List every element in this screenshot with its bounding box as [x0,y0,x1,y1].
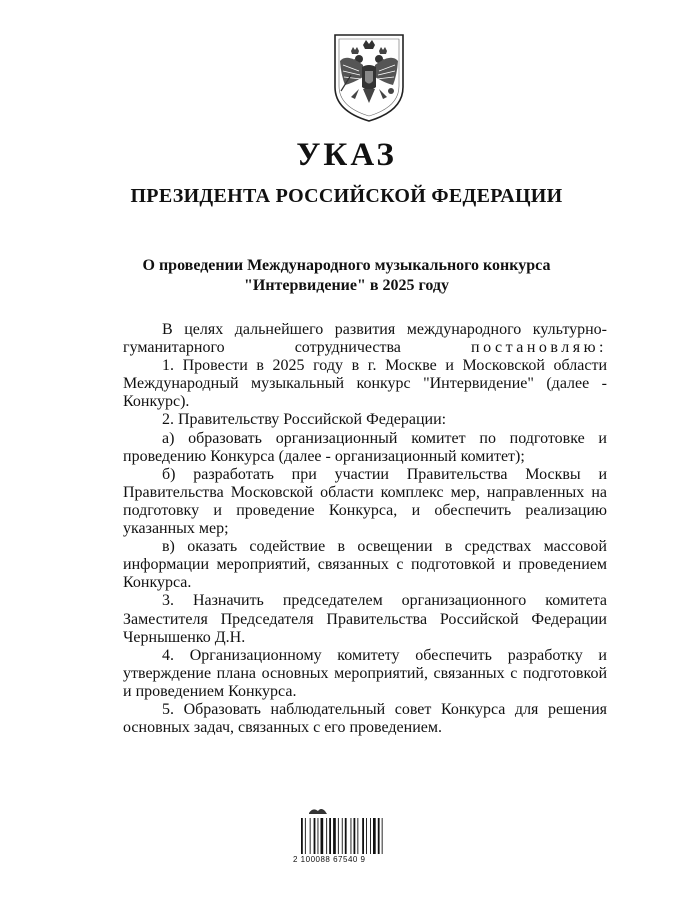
barcode-bar [362,818,364,854]
barcode-bar [378,818,380,854]
clause-2c: в) оказать содействие в освещении в средствах массовой информации мероприятий, связанных с подготовкой и проведением Конкурса. [123,538,607,592]
decree-subject [0,256,693,296]
barcode-bar [366,818,367,854]
subject-line-1: О проведении Международного музыкального конкурса [142,257,551,274]
barcode-bar [310,818,311,854]
document-title: УКАЗ [296,137,397,173]
clause-2a: а) образовать организационный комитет по подготовке и проведению Конкурса (далее - организационный комитет); [123,429,607,465]
subject-line-2: "Интервидение" в 2025 году [243,277,450,294]
barcode-bar [370,818,371,854]
clause-1: 1. Провести в 2025 году в г. Москве и Московской области Международный музыкальный конкурс "Интервидение" (далее - Конкурс). [123,357,607,411]
barcode-bar [305,818,306,854]
barcode-bar [314,818,316,854]
issuer-title: ПРЕЗИДЕНТА РОССИЙСКОЙ ФЕДЕРАЦИИ [130,185,563,207]
decree-word: постановляю: [471,339,607,357]
clause-3: 3. Назначить председателем организационного комитета Заместителя Председателя Правительства Российской Федерации Чернышенко Д.Н. [123,592,607,646]
barcode-bar [338,818,339,854]
clause-2b: б) разработать при участии Правительства Москвы и Правительства Московской области комплекс мер, направленных на подготовку и проведение Конкурса, и обеспечить реализацию указанных мер; [123,465,607,538]
barcode-number: 2 100088 67540 9 [293,855,366,864]
barcode-bar [321,818,324,854]
clause-5: 5. Образовать наблюдательный совет Конкурса для решения основных задач, связанных с его проведением. [123,700,607,737]
coat-of-arms-emblem [329,31,409,123]
barcode-bar [351,818,352,854]
barcode-bar [329,818,331,854]
barcode-bar [326,818,327,854]
decree-body [123,321,607,737]
preamble-text: В целях дальнейшего развития международного культурно-гуманитарного сотрудничества [123,321,607,357]
clause-4: 4. Организационному комитету обеспечить разработку и утверждение плана основных мероприятий, связанных с подготовкой и проведением Конкурса. [123,646,607,700]
barcode-bar [382,818,383,854]
clause-2: 2. Правительству Российской Федерации: [162,411,447,429]
barcode-graphic [295,804,395,860]
barcode-bar [357,818,358,854]
barcode-bar [333,818,336,854]
preamble-paragraph [123,321,607,357]
barcode-bar [301,818,303,854]
barcode-bar [373,818,376,854]
barcode-bar [345,818,347,854]
barcode-bar [342,818,343,854]
barcode-bar [318,818,319,854]
barcode-bar [354,818,356,854]
